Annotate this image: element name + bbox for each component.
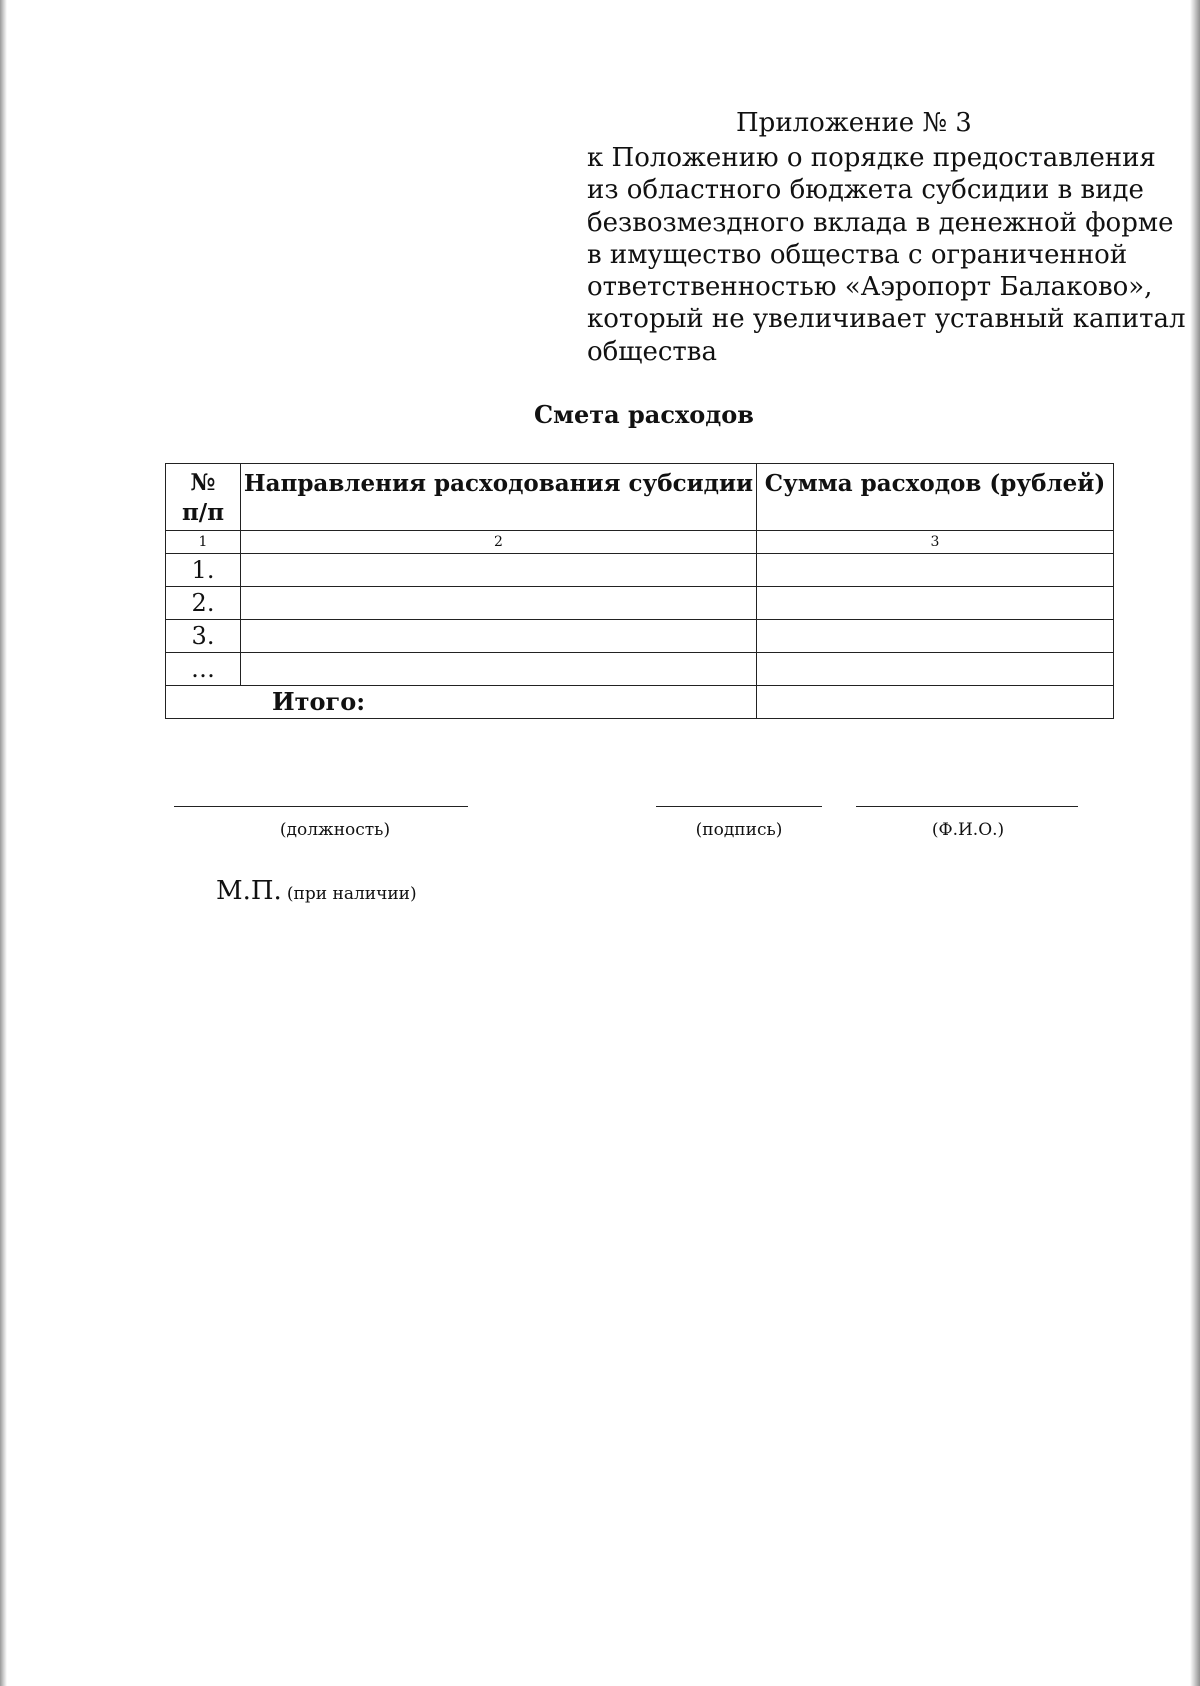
row-number: … [166, 653, 241, 686]
total-amount-cell [757, 686, 1114, 719]
appendix-line: ответственностью «Аэропорт Балаково», [587, 272, 1153, 303]
expense-estimate-table [165, 463, 1114, 719]
total-label: Итого: [166, 686, 757, 719]
stamp-note: (при наличии) [286, 884, 417, 904]
appendix-line: безвозмездного вклада в денежной форме [587, 207, 1174, 238]
row-number: 3. [166, 620, 241, 653]
header-direction: Направления расходования субсидии [241, 464, 757, 531]
header-number-line2: п/п [181, 499, 225, 526]
appendix-line: общества [587, 336, 717, 367]
table-row [166, 587, 1114, 620]
position-label: (должность) [279, 820, 391, 840]
column-index: 1 [166, 531, 241, 554]
row-amount-cell [757, 587, 1114, 620]
appendix-title: Приложение № 3 [736, 108, 972, 138]
appendix-line: к Положению о порядке предоставления [587, 143, 1156, 173]
signature-label: (подпись) [695, 820, 783, 840]
column-index-row [166, 531, 1114, 554]
header-amount: Сумма расходов (рублей) [757, 464, 1114, 531]
table-row [166, 653, 1114, 686]
stamp-mark: М.П. [216, 876, 282, 906]
row-amount-cell [757, 653, 1114, 686]
row-direction-cell [241, 587, 757, 620]
table-header-row [166, 464, 1114, 531]
name-signature-line [856, 806, 1078, 807]
signature-line [656, 806, 822, 807]
table-row [166, 620, 1114, 653]
appendix-line: который не увеличивает уставный капитал [587, 304, 1186, 335]
row-amount-cell [757, 620, 1114, 653]
header-number [166, 464, 241, 531]
total-row [166, 686, 1114, 719]
column-index: 2 [241, 531, 757, 554]
row-direction-cell [241, 620, 757, 653]
scan-edge-left [0, 0, 7, 1686]
document-title: Смета расходов [534, 400, 754, 429]
table-row [166, 554, 1114, 587]
header-number-line1: № [190, 469, 216, 496]
row-direction-cell [241, 554, 757, 587]
position-signature-line [174, 806, 468, 807]
row-direction-cell [241, 653, 757, 686]
row-number: 1. [166, 554, 241, 587]
row-amount-cell [757, 554, 1114, 587]
name-label: (Ф.И.О.) [931, 820, 1005, 840]
appendix-line: в имущество общества с ограниченной [587, 239, 1128, 270]
appendix-line: из областного бюджета субсидии в виде [587, 175, 1144, 206]
row-number: 2. [166, 587, 241, 620]
column-index: 3 [757, 531, 1114, 554]
stamp-place [216, 876, 417, 906]
scan-edge-right [1190, 0, 1200, 1686]
appendix-text [587, 142, 1186, 368]
